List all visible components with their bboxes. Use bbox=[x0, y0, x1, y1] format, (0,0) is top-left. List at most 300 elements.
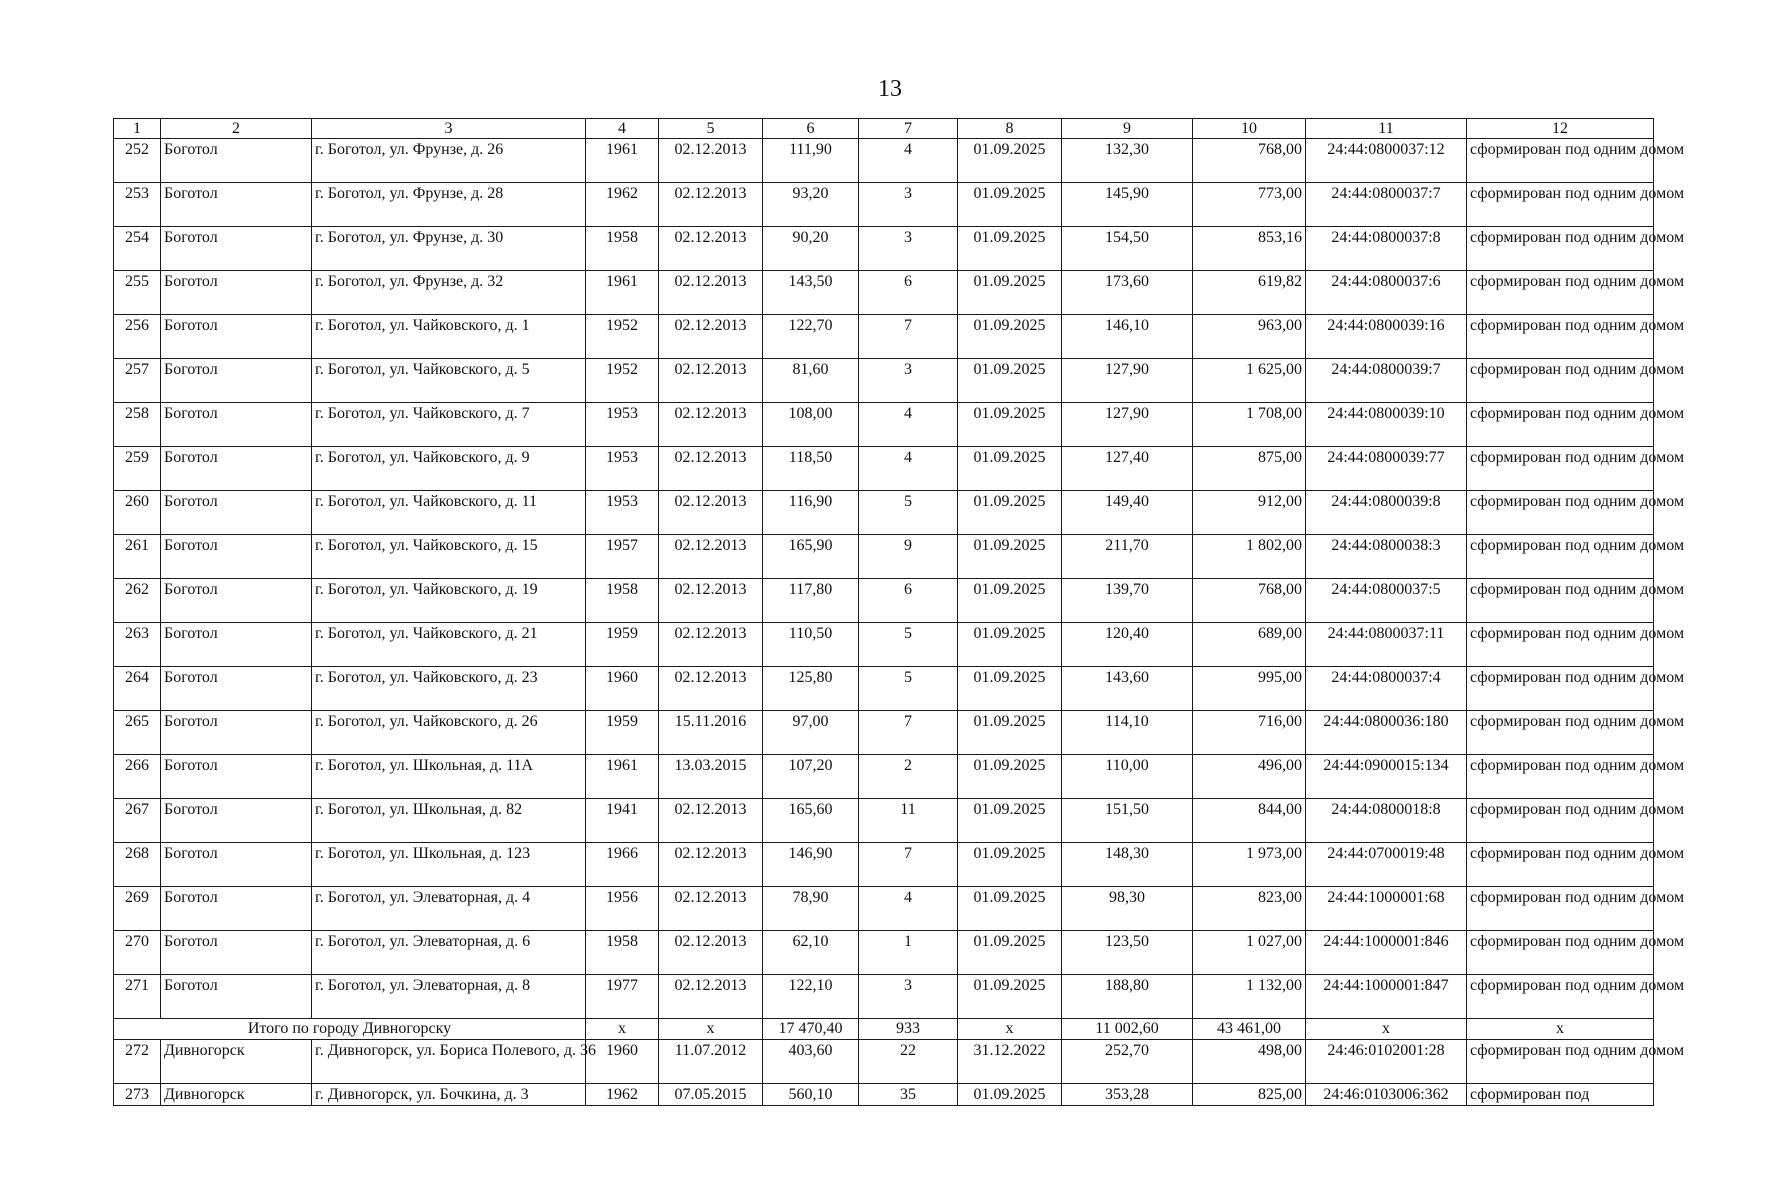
plan-date-cell: 01.09.2025 bbox=[958, 271, 1062, 315]
value9-cell: 188,80 bbox=[1062, 975, 1193, 1019]
cadastral-cell: 24:44:0800039:16 bbox=[1306, 315, 1467, 359]
year-cell: 1977 bbox=[586, 975, 659, 1019]
count-cell: 22 bbox=[859, 1040, 958, 1084]
table-row bbox=[114, 227, 1654, 271]
area-cell: 117,80 bbox=[763, 579, 859, 623]
cadastral-cell: 24:44:0800037:7 bbox=[1306, 183, 1467, 227]
date-cell: 02.12.2013 bbox=[659, 403, 763, 447]
date-cell: 02.12.2013 bbox=[659, 491, 763, 535]
row-number: 269 bbox=[114, 887, 161, 931]
status-cell: сформирован под одним домом bbox=[1467, 799, 1654, 843]
table-row bbox=[114, 579, 1654, 623]
status-cell: сформирован под одним домом bbox=[1467, 183, 1654, 227]
date-cell: 02.12.2013 bbox=[659, 975, 763, 1019]
city-cell: Боготол bbox=[161, 931, 312, 975]
total-cell: x bbox=[1306, 1019, 1467, 1040]
count-cell: 7 bbox=[859, 843, 958, 887]
address-cell: г. Боготол, ул. Чайковского, д. 9 bbox=[312, 447, 586, 491]
area-cell: 165,60 bbox=[763, 799, 859, 843]
date-cell: 15.11.2016 bbox=[659, 711, 763, 755]
column-number: 8 bbox=[958, 119, 1062, 139]
status-cell: сформирован под одним домом bbox=[1467, 579, 1654, 623]
city-cell: Боготол bbox=[161, 799, 312, 843]
column-number: 1 bbox=[114, 119, 161, 139]
year-cell: 1960 bbox=[586, 1040, 659, 1084]
address-cell: г. Боготол, ул. Чайковского, д. 15 bbox=[312, 535, 586, 579]
count-cell: 3 bbox=[859, 227, 958, 271]
city-cell: Боготол bbox=[161, 315, 312, 359]
city-cell: Боготол bbox=[161, 271, 312, 315]
city-cell: Боготол bbox=[161, 359, 312, 403]
value10-cell: 689,00 bbox=[1193, 623, 1306, 667]
value10-cell: 496,00 bbox=[1193, 755, 1306, 799]
area-cell: 108,00 bbox=[763, 403, 859, 447]
value9-cell: 127,40 bbox=[1062, 447, 1193, 491]
year-cell: 1962 bbox=[586, 1084, 659, 1106]
address-cell: г. Боготол, ул. Чайковского, д. 19 bbox=[312, 579, 586, 623]
plan-date-cell: 01.09.2025 bbox=[958, 227, 1062, 271]
city-cell: Боготол bbox=[161, 183, 312, 227]
area-cell: 62,10 bbox=[763, 931, 859, 975]
table-row bbox=[114, 755, 1654, 799]
area-cell: 93,20 bbox=[763, 183, 859, 227]
value10-cell: 773,00 bbox=[1193, 183, 1306, 227]
city-cell: Боготол bbox=[161, 711, 312, 755]
city-cell: Боготол bbox=[161, 403, 312, 447]
table-row bbox=[114, 623, 1654, 667]
year-cell: 1961 bbox=[586, 139, 659, 183]
value10-cell: 823,00 bbox=[1193, 887, 1306, 931]
row-number: 263 bbox=[114, 623, 161, 667]
address-cell: г. Дивногорск, ул. Бориса Полевого, д. 36 bbox=[312, 1040, 586, 1084]
year-cell: 1961 bbox=[586, 755, 659, 799]
date-cell: 02.12.2013 bbox=[659, 667, 763, 711]
year-cell: 1957 bbox=[586, 535, 659, 579]
value10-cell: 768,00 bbox=[1193, 579, 1306, 623]
row-number: 254 bbox=[114, 227, 161, 271]
year-cell: 1959 bbox=[586, 623, 659, 667]
area-cell: 78,90 bbox=[763, 887, 859, 931]
row-number: 253 bbox=[114, 183, 161, 227]
status-cell: сформирован под одним домом bbox=[1467, 667, 1654, 711]
city-cell: Боготол bbox=[161, 975, 312, 1019]
value10-cell: 912,00 bbox=[1193, 491, 1306, 535]
cadastral-cell: 24:44:0800038:3 bbox=[1306, 535, 1467, 579]
total-cell: 43 461,00 bbox=[1193, 1019, 1306, 1040]
value9-cell: 252,70 bbox=[1062, 1040, 1193, 1084]
value10-cell: 963,00 bbox=[1193, 315, 1306, 359]
value10-cell: 844,00 bbox=[1193, 799, 1306, 843]
value9-cell: 127,90 bbox=[1062, 359, 1193, 403]
value10-cell: 716,00 bbox=[1193, 711, 1306, 755]
date-cell: 02.12.2013 bbox=[659, 623, 763, 667]
page-number: 13 bbox=[878, 76, 902, 102]
count-cell: 1 bbox=[859, 931, 958, 975]
table-row bbox=[114, 535, 1654, 579]
city-cell: Боготол bbox=[161, 887, 312, 931]
total-cell: 11 002,60 bbox=[1062, 1019, 1193, 1040]
count-cell: 7 bbox=[859, 315, 958, 359]
cadastral-cell: 24:44:0800037:4 bbox=[1306, 667, 1467, 711]
count-cell: 3 bbox=[859, 975, 958, 1019]
area-cell: 107,20 bbox=[763, 755, 859, 799]
column-number: 4 bbox=[586, 119, 659, 139]
plan-date-cell: 01.09.2025 bbox=[958, 667, 1062, 711]
table-row bbox=[114, 1040, 1654, 1084]
date-cell: 11.07.2012 bbox=[659, 1040, 763, 1084]
city-cell: Боготол bbox=[161, 755, 312, 799]
table-row bbox=[114, 183, 1654, 227]
table-row bbox=[114, 667, 1654, 711]
plan-date-cell: 01.09.2025 bbox=[958, 183, 1062, 227]
date-cell: 02.12.2013 bbox=[659, 799, 763, 843]
city-cell: Боготол bbox=[161, 491, 312, 535]
address-cell: г. Боготол, ул. Фрунзе, д. 30 bbox=[312, 227, 586, 271]
city-cell: Дивногорск bbox=[161, 1040, 312, 1084]
value9-cell: 148,30 bbox=[1062, 843, 1193, 887]
date-cell: 07.05.2015 bbox=[659, 1084, 763, 1106]
value9-cell: 139,70 bbox=[1062, 579, 1193, 623]
total-cell: x bbox=[958, 1019, 1062, 1040]
value9-cell: 132,30 bbox=[1062, 139, 1193, 183]
city-cell: Дивногорск bbox=[161, 1084, 312, 1106]
city-cell: Боготол bbox=[161, 579, 312, 623]
year-cell: 1956 bbox=[586, 887, 659, 931]
status-cell: сформирован под одним домом bbox=[1467, 315, 1654, 359]
city-cell: Боготол bbox=[161, 447, 312, 491]
row-number: 258 bbox=[114, 403, 161, 447]
column-number: 3 bbox=[312, 119, 586, 139]
status-cell: сформирован под одним домом bbox=[1467, 139, 1654, 183]
value10-cell: 1 708,00 bbox=[1193, 403, 1306, 447]
value10-cell: 768,00 bbox=[1193, 139, 1306, 183]
cadastral-cell: 24:44:0800018:8 bbox=[1306, 799, 1467, 843]
plan-date-cell: 01.09.2025 bbox=[958, 931, 1062, 975]
column-number: 11 bbox=[1306, 119, 1467, 139]
area-cell: 143,50 bbox=[763, 271, 859, 315]
column-number: 6 bbox=[763, 119, 859, 139]
total-cell: x bbox=[586, 1019, 659, 1040]
status-cell: сформирован под одним домом bbox=[1467, 227, 1654, 271]
date-cell: 02.12.2013 bbox=[659, 139, 763, 183]
cadastral-cell: 24:44:0800039:7 bbox=[1306, 359, 1467, 403]
value9-cell: 114,10 bbox=[1062, 711, 1193, 755]
count-cell: 5 bbox=[859, 623, 958, 667]
area-cell: 81,60 bbox=[763, 359, 859, 403]
column-number: 12 bbox=[1467, 119, 1654, 139]
status-cell: сформирован под одним домом bbox=[1467, 755, 1654, 799]
plan-date-cell: 01.09.2025 bbox=[958, 491, 1062, 535]
cadastral-cell: 24:44:1000001:847 bbox=[1306, 975, 1467, 1019]
status-cell: сформирован под одним домом bbox=[1467, 1040, 1654, 1084]
row-number: 268 bbox=[114, 843, 161, 887]
status-cell: сформирован под одним домом bbox=[1467, 711, 1654, 755]
row-number: 271 bbox=[114, 975, 161, 1019]
plan-date-cell: 01.09.2025 bbox=[958, 711, 1062, 755]
plan-date-cell: 01.09.2025 bbox=[958, 535, 1062, 579]
value9-cell: 143,60 bbox=[1062, 667, 1193, 711]
address-cell: г. Боготол, ул. Чайковского, д. 11 bbox=[312, 491, 586, 535]
cadastral-cell: 24:44:0800037:11 bbox=[1306, 623, 1467, 667]
date-cell: 13.03.2015 bbox=[659, 755, 763, 799]
table-row bbox=[114, 139, 1654, 183]
year-cell: 1958 bbox=[586, 931, 659, 975]
value10-cell: 1 802,00 bbox=[1193, 535, 1306, 579]
table-row bbox=[114, 975, 1654, 1019]
cadastral-cell: 24:44:0800039:8 bbox=[1306, 491, 1467, 535]
address-cell: г. Боготол, ул. Элеваторная, д. 6 bbox=[312, 931, 586, 975]
cadastral-cell: 24:44:1000001:846 bbox=[1306, 931, 1467, 975]
row-number: 256 bbox=[114, 315, 161, 359]
status-cell: сформирован под одним домом bbox=[1467, 623, 1654, 667]
cadastral-cell: 24:44:1000001:68 bbox=[1306, 887, 1467, 931]
row-number: 261 bbox=[114, 535, 161, 579]
total-cell: 933 bbox=[859, 1019, 958, 1040]
table-row bbox=[114, 931, 1654, 975]
count-cell: 4 bbox=[859, 447, 958, 491]
plan-date-cell: 01.09.2025 bbox=[958, 843, 1062, 887]
count-cell: 4 bbox=[859, 887, 958, 931]
year-cell: 1962 bbox=[586, 183, 659, 227]
year-cell: 1959 bbox=[586, 711, 659, 755]
row-number: 252 bbox=[114, 139, 161, 183]
address-cell: г. Боготол, ул. Фрунзе, д. 26 bbox=[312, 139, 586, 183]
value9-cell: 127,90 bbox=[1062, 403, 1193, 447]
value10-cell: 619,82 bbox=[1193, 271, 1306, 315]
total-row bbox=[114, 1019, 1654, 1040]
cadastral-cell: 24:44:0800037:6 bbox=[1306, 271, 1467, 315]
area-cell: 560,10 bbox=[763, 1084, 859, 1106]
plan-date-cell: 01.09.2025 bbox=[958, 139, 1062, 183]
cadastral-cell: 24:46:0103006:362 bbox=[1306, 1084, 1467, 1106]
year-cell: 1966 bbox=[586, 843, 659, 887]
year-cell: 1961 bbox=[586, 271, 659, 315]
plan-date-cell: 01.09.2025 bbox=[958, 975, 1062, 1019]
value9-cell: 173,60 bbox=[1062, 271, 1193, 315]
cadastral-cell: 24:44:0700019:48 bbox=[1306, 843, 1467, 887]
row-number: 266 bbox=[114, 755, 161, 799]
table-row bbox=[114, 315, 1654, 359]
city-cell: Боготол bbox=[161, 623, 312, 667]
address-cell: г. Боготол, ул. Элеваторная, д. 8 bbox=[312, 975, 586, 1019]
total-cell: x bbox=[659, 1019, 763, 1040]
value9-cell: 145,90 bbox=[1062, 183, 1193, 227]
address-cell: г. Боготол, ул. Фрунзе, д. 32 bbox=[312, 271, 586, 315]
date-cell: 02.12.2013 bbox=[659, 227, 763, 271]
address-cell: г. Боготол, ул. Школьная, д. 123 bbox=[312, 843, 586, 887]
row-number: 257 bbox=[114, 359, 161, 403]
count-cell: 3 bbox=[859, 183, 958, 227]
city-cell: Боготол bbox=[161, 535, 312, 579]
value10-cell: 995,00 bbox=[1193, 667, 1306, 711]
date-cell: 02.12.2013 bbox=[659, 315, 763, 359]
city-cell: Боготол bbox=[161, 667, 312, 711]
plan-date-cell: 01.09.2025 bbox=[958, 579, 1062, 623]
date-cell: 02.12.2013 bbox=[659, 183, 763, 227]
row-number: 262 bbox=[114, 579, 161, 623]
row-number: 270 bbox=[114, 931, 161, 975]
table-row bbox=[114, 447, 1654, 491]
row-number: 264 bbox=[114, 667, 161, 711]
value9-cell: 110,00 bbox=[1062, 755, 1193, 799]
column-number: 7 bbox=[859, 119, 958, 139]
plan-date-cell: 01.09.2025 bbox=[958, 315, 1062, 359]
table-row bbox=[114, 1084, 1654, 1106]
status-cell: сформирован под одним домом bbox=[1467, 843, 1654, 887]
status-cell: сформирован под одним домом bbox=[1467, 491, 1654, 535]
address-cell: г. Дивногорск, ул. Бочкина, д. 3 bbox=[312, 1084, 586, 1106]
cadastral-cell: 24:44:0800039:10 bbox=[1306, 403, 1467, 447]
date-cell: 02.12.2013 bbox=[659, 447, 763, 491]
count-cell: 5 bbox=[859, 667, 958, 711]
table-row bbox=[114, 403, 1654, 447]
table-row bbox=[114, 799, 1654, 843]
area-cell: 146,90 bbox=[763, 843, 859, 887]
value9-cell: 151,50 bbox=[1062, 799, 1193, 843]
value10-cell: 1 027,00 bbox=[1193, 931, 1306, 975]
table-row bbox=[114, 271, 1654, 315]
status-cell: сформирован под одним домом bbox=[1467, 271, 1654, 315]
value10-cell: 1 132,00 bbox=[1193, 975, 1306, 1019]
value10-cell: 853,16 bbox=[1193, 227, 1306, 271]
area-cell: 165,90 bbox=[763, 535, 859, 579]
table-row bbox=[114, 711, 1654, 755]
row-number: 272 bbox=[114, 1040, 161, 1084]
count-cell: 11 bbox=[859, 799, 958, 843]
value9-cell: 98,30 bbox=[1062, 887, 1193, 931]
value9-cell: 149,40 bbox=[1062, 491, 1193, 535]
status-cell: сформирован под одним домом bbox=[1467, 535, 1654, 579]
plan-date-cell: 01.09.2025 bbox=[958, 755, 1062, 799]
count-cell: 35 bbox=[859, 1084, 958, 1106]
area-cell: 122,10 bbox=[763, 975, 859, 1019]
area-cell: 90,20 bbox=[763, 227, 859, 271]
count-cell: 2 bbox=[859, 755, 958, 799]
value10-cell: 1 973,00 bbox=[1193, 843, 1306, 887]
date-cell: 02.12.2013 bbox=[659, 359, 763, 403]
year-cell: 1960 bbox=[586, 667, 659, 711]
row-number: 255 bbox=[114, 271, 161, 315]
status-cell: сформирован под bbox=[1467, 1084, 1654, 1106]
table-row bbox=[114, 359, 1654, 403]
value9-cell: 120,40 bbox=[1062, 623, 1193, 667]
address-cell: г. Боготол, ул. Чайковского, д. 5 bbox=[312, 359, 586, 403]
value10-cell: 498,00 bbox=[1193, 1040, 1306, 1084]
total-label: Итого по городу Дивногорску bbox=[114, 1019, 586, 1040]
status-cell: сформирован под одним домом bbox=[1467, 887, 1654, 931]
address-cell: г. Боготол, ул. Чайковского, д. 21 bbox=[312, 623, 586, 667]
column-number: 2 bbox=[161, 119, 312, 139]
count-cell: 4 bbox=[859, 403, 958, 447]
status-cell: сформирован под одним домом bbox=[1467, 447, 1654, 491]
city-cell: Боготол bbox=[161, 227, 312, 271]
city-cell: Боготол bbox=[161, 139, 312, 183]
count-cell: 5 bbox=[859, 491, 958, 535]
value9-cell: 123,50 bbox=[1062, 931, 1193, 975]
status-cell: сформирован под одним домом bbox=[1467, 359, 1654, 403]
row-number: 260 bbox=[114, 491, 161, 535]
value9-cell: 146,10 bbox=[1062, 315, 1193, 359]
area-cell: 111,90 bbox=[763, 139, 859, 183]
area-cell: 110,50 bbox=[763, 623, 859, 667]
count-cell: 3 bbox=[859, 359, 958, 403]
total-cell: x bbox=[1467, 1019, 1654, 1040]
total-cell: 17 470,40 bbox=[763, 1019, 859, 1040]
table-row bbox=[114, 843, 1654, 887]
cadastral-cell: 24:44:0800037:12 bbox=[1306, 139, 1467, 183]
year-cell: 1952 bbox=[586, 359, 659, 403]
count-cell: 6 bbox=[859, 271, 958, 315]
column-number-row bbox=[114, 119, 1654, 139]
count-cell: 7 bbox=[859, 711, 958, 755]
address-cell: г. Боготол, ул. Чайковского, д. 7 bbox=[312, 403, 586, 447]
table-row bbox=[114, 491, 1654, 535]
city-cell: Боготол bbox=[161, 843, 312, 887]
count-cell: 6 bbox=[859, 579, 958, 623]
year-cell: 1952 bbox=[586, 315, 659, 359]
row-number: 267 bbox=[114, 799, 161, 843]
area-cell: 97,00 bbox=[763, 711, 859, 755]
row-number: 273 bbox=[114, 1084, 161, 1106]
plan-date-cell: 01.09.2025 bbox=[958, 447, 1062, 491]
area-cell: 116,90 bbox=[763, 491, 859, 535]
date-cell: 02.12.2013 bbox=[659, 887, 763, 931]
value10-cell: 875,00 bbox=[1193, 447, 1306, 491]
date-cell: 02.12.2013 bbox=[659, 535, 763, 579]
area-cell: 125,80 bbox=[763, 667, 859, 711]
column-number: 9 bbox=[1062, 119, 1193, 139]
cadastral-cell: 24:44:0900015:134 bbox=[1306, 755, 1467, 799]
value10-cell: 1 625,00 bbox=[1193, 359, 1306, 403]
area-cell: 122,70 bbox=[763, 315, 859, 359]
address-cell: г. Боготол, ул. Школьная, д. 11А bbox=[312, 755, 586, 799]
address-cell: г. Боготол, ул. Чайковского, д. 23 bbox=[312, 667, 586, 711]
plan-date-cell: 31.12.2022 bbox=[958, 1040, 1062, 1084]
plan-date-cell: 01.09.2025 bbox=[958, 887, 1062, 931]
year-cell: 1941 bbox=[586, 799, 659, 843]
registry-body bbox=[114, 139, 1685, 1106]
registry-table bbox=[113, 118, 1685, 1106]
column-number: 5 bbox=[659, 119, 763, 139]
plan-date-cell: 01.09.2025 bbox=[958, 403, 1062, 447]
year-cell: 1953 bbox=[586, 403, 659, 447]
area-cell: 403,60 bbox=[763, 1040, 859, 1084]
status-cell: сформирован под одним домом bbox=[1467, 975, 1654, 1019]
value9-cell: 211,70 bbox=[1062, 535, 1193, 579]
plan-date-cell: 01.09.2025 bbox=[958, 359, 1062, 403]
column-number: 10 bbox=[1193, 119, 1306, 139]
count-cell: 4 bbox=[859, 139, 958, 183]
value10-cell: 825,00 bbox=[1193, 1084, 1306, 1106]
table-row bbox=[114, 887, 1654, 931]
address-cell: г. Боготол, ул. Школьная, д. 82 bbox=[312, 799, 586, 843]
status-cell: сформирован под одним домом bbox=[1467, 403, 1654, 447]
year-cell: 1953 bbox=[586, 491, 659, 535]
cadastral-cell: 24:44:0800036:180 bbox=[1306, 711, 1467, 755]
row-number: 265 bbox=[114, 711, 161, 755]
address-cell: г. Боготол, ул. Чайковского, д. 26 bbox=[312, 711, 586, 755]
date-cell: 02.12.2013 bbox=[659, 843, 763, 887]
cadastral-cell: 24:44:0800039:77 bbox=[1306, 447, 1467, 491]
date-cell: 02.12.2013 bbox=[659, 931, 763, 975]
year-cell: 1953 bbox=[586, 447, 659, 491]
status-cell: сформирован под одним домом bbox=[1467, 931, 1654, 975]
date-cell: 02.12.2013 bbox=[659, 579, 763, 623]
row-number: 259 bbox=[114, 447, 161, 491]
cadastral-cell: 24:46:0102001:28 bbox=[1306, 1040, 1467, 1084]
cadastral-cell: 24:44:0800037:5 bbox=[1306, 579, 1467, 623]
plan-date-cell: 01.09.2025 bbox=[958, 1084, 1062, 1106]
